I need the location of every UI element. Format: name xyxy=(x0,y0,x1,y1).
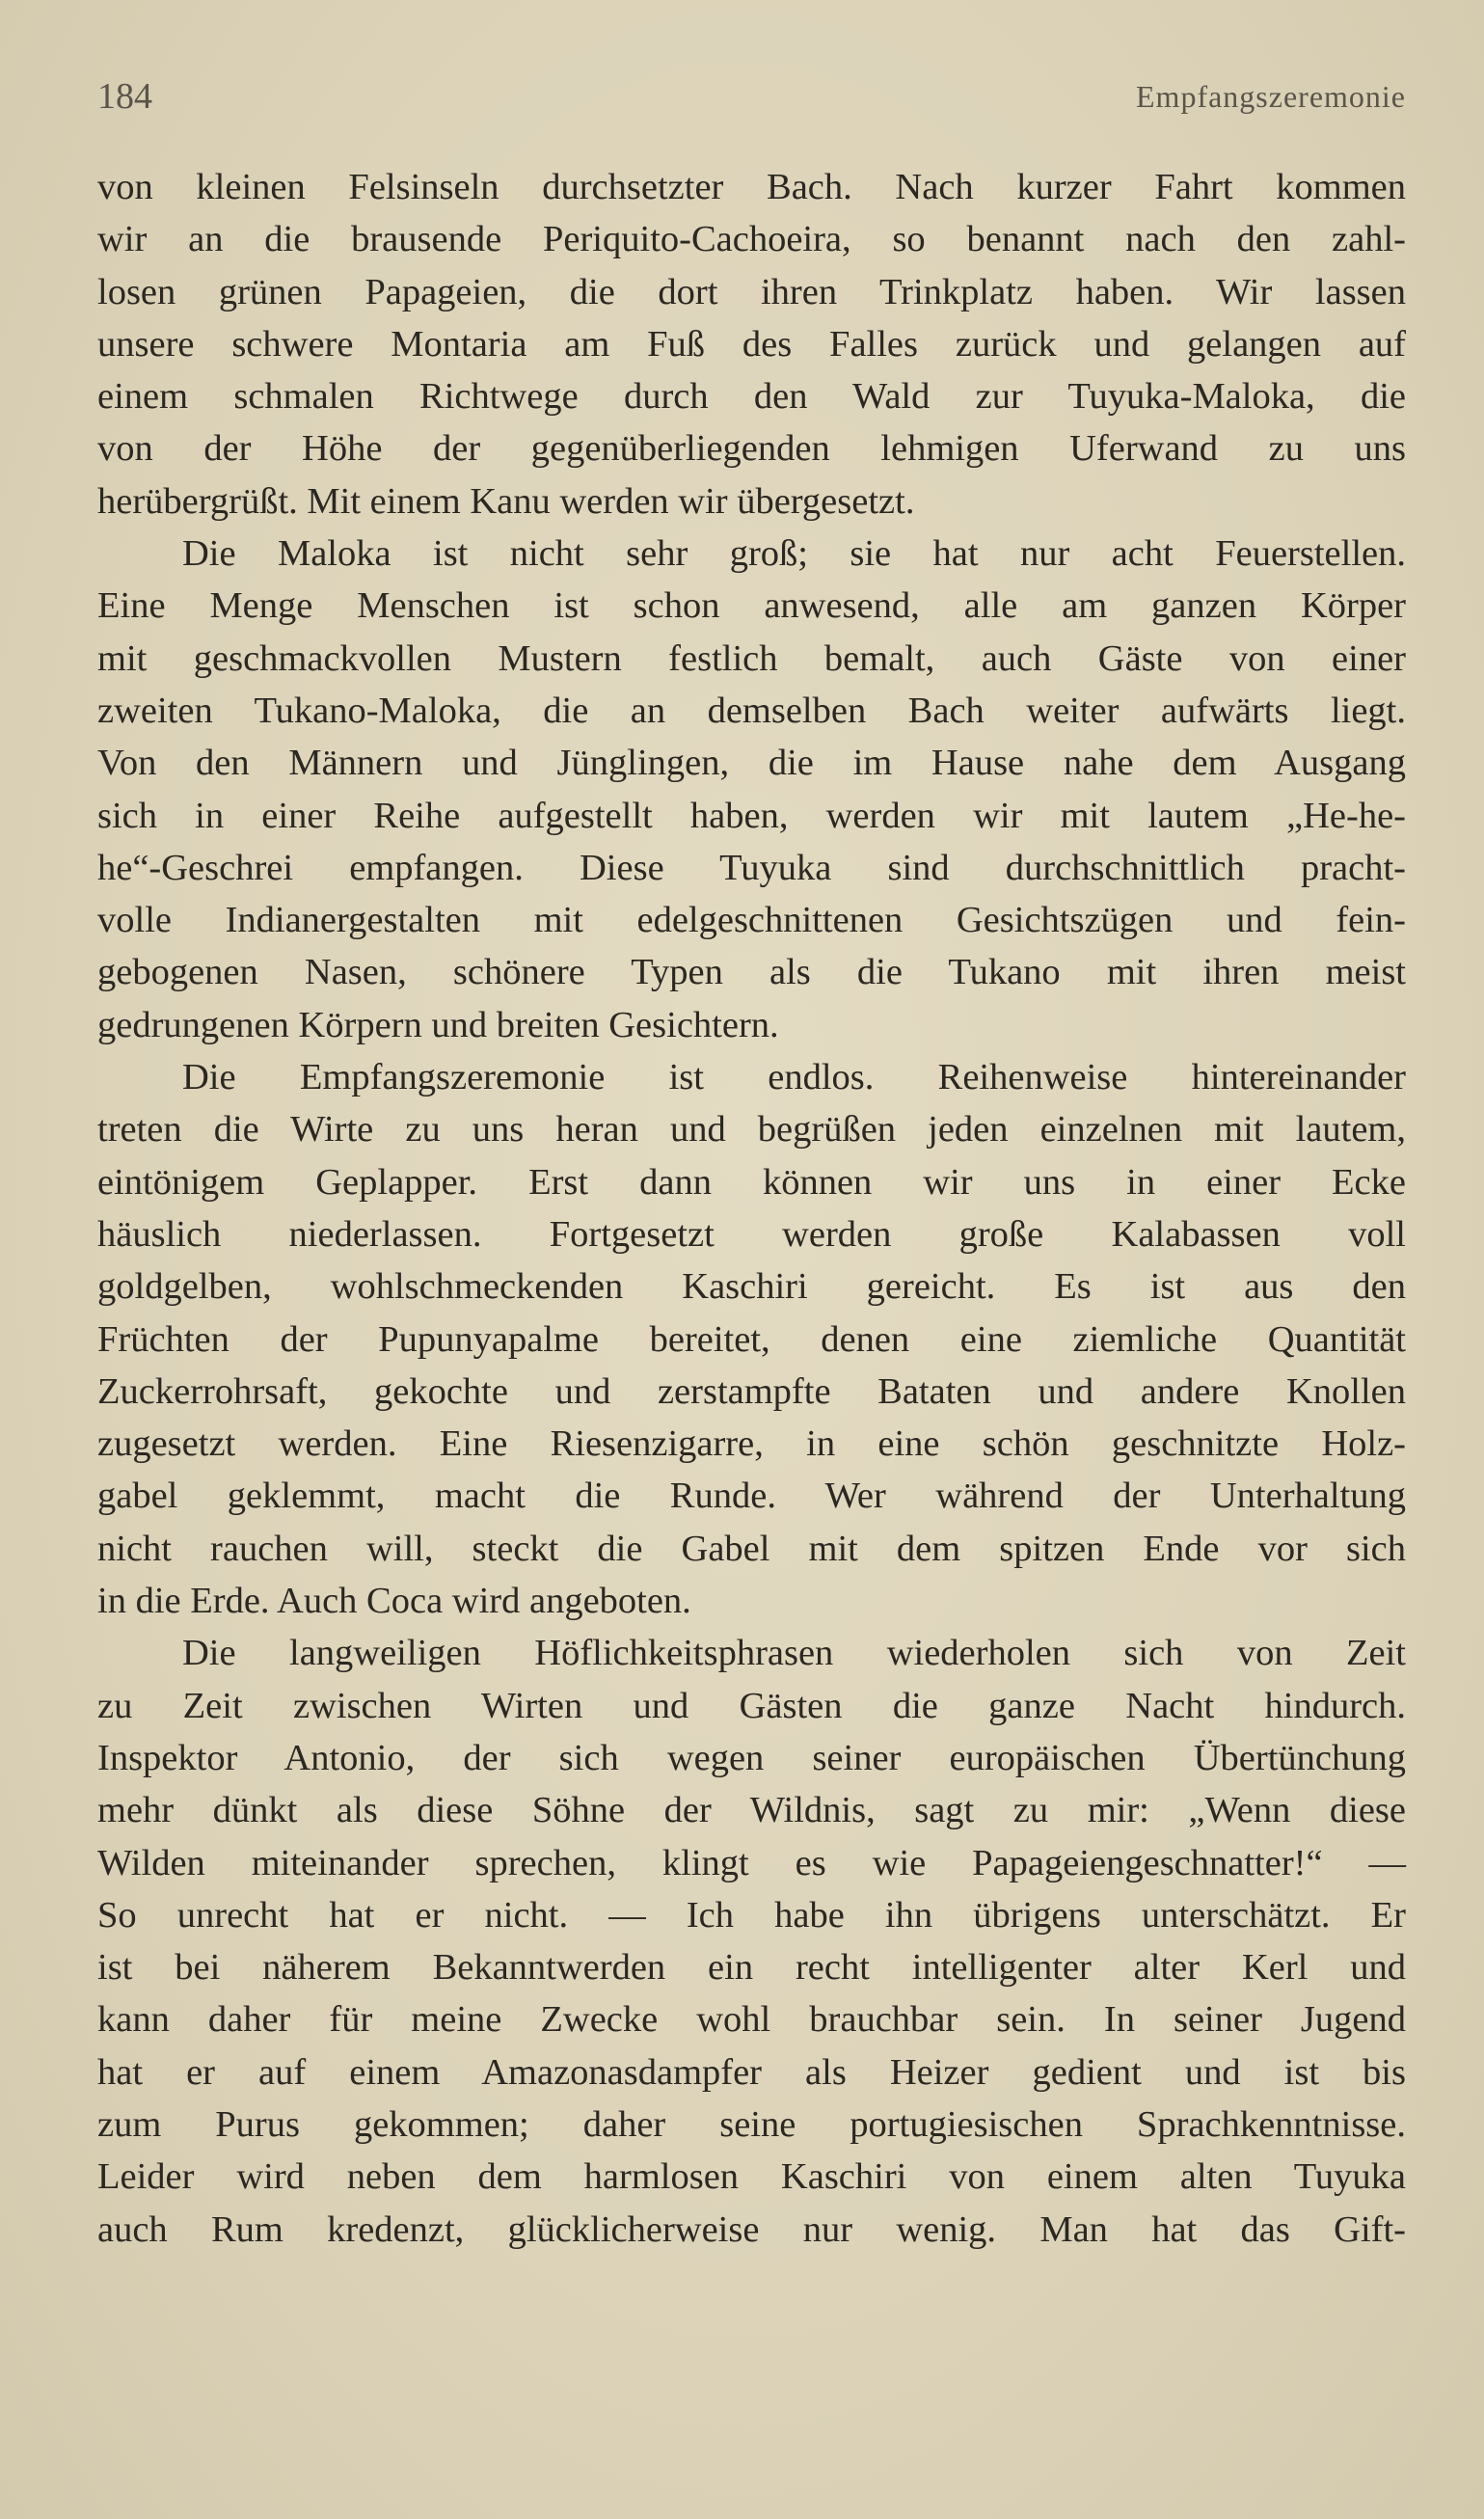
page-number: 184 xyxy=(97,76,152,117)
text-line: wir an die brausende Periquito-Cachoeira, so benannt nach den zahl- xyxy=(97,219,1406,260)
text-line: eintönigem Geplapper. Erst dann können wir uns in einer Ecke xyxy=(97,1161,1406,1203)
text-line: einem schmalen Richtwege durch den Wald zur Tuyuka-Maloka, die xyxy=(97,376,1406,418)
text-line: Von den Männern und Jünglingen, die im Hause nahe dem Ausgang xyxy=(97,743,1406,784)
text-line: Inspektor Antonio, der sich wegen seiner europäischen Übertünchung xyxy=(97,1737,1406,1778)
text-line: volle Indianergestalten mit edelgeschnittenen Gesichtszügen und fein- xyxy=(97,900,1406,941)
text-line: Zuckerrohrsaft, gekochte und zerstampfte Bataten und andere Knollen xyxy=(97,1370,1406,1412)
text-line: in die Erde. Auch Coca wird angeboten. xyxy=(97,1581,691,1622)
text-line: häuslich niederlassen. Fortgesetzt werden große Kalabassen voll xyxy=(97,1213,1406,1255)
text-line: Leider wird neben dem harmlosen Kaschiri von einem alten Tuyuka xyxy=(97,2156,1406,2198)
text-line: Die Maloka ist nicht sehr groß; sie hat nur acht Feuerstellen. xyxy=(182,533,1406,575)
text-line: kann daher für meine Zwecke wohl brauchbar sein. In seiner Jugend xyxy=(97,1999,1406,2041)
paragraph xyxy=(97,1627,1406,2256)
text-line: goldgelben, wohlschmeckenden Kaschiri gereicht. Es ist aus den xyxy=(97,1266,1406,1308)
body-text xyxy=(97,161,1406,2256)
paragraph xyxy=(97,528,1406,1051)
text-line: unsere schwere Montaria am Fuß des Falles zurück und gelangen auf xyxy=(97,323,1406,365)
text-line: sich in einer Reihe aufgestellt haben, werden wir mit lautem „He-he- xyxy=(97,795,1406,836)
text-line: gebogenen Nasen, schönere Typen als die Tukano mit ihren meist xyxy=(97,952,1406,993)
text-line: auch Rum kredenzt, glücklicherweise nur wenig. Man hat das Gift- xyxy=(97,2208,1406,2250)
text-line: So unrecht hat er nicht. — Ich habe ihn übrigens unterschätzt. Er xyxy=(97,1894,1406,1936)
text-line: Eine Menge Menschen ist schon anwesend, alle am ganzen Körper xyxy=(97,585,1406,627)
text-line: ist bei näherem Bekanntwerden ein recht intelligenter alter Kerl und xyxy=(97,1947,1406,1989)
text-line: Wilden miteinander sprechen, klingt es wie Papageiengeschnatter!“ — xyxy=(97,1842,1406,1883)
text-line: zweiten Tukano-Maloka, die an demselben Bach weiter aufwärts liegt. xyxy=(97,690,1406,731)
text-line: zugesetzt werden. Eine Riesenzigarre, in eine schön geschnitzte Holz- xyxy=(97,1423,1406,1465)
text-line: hat er auf einem Amazonasdampfer als Heizer gedient und ist bis xyxy=(97,2051,1406,2093)
text-line: gabel geklemmt, macht die Runde. Wer während der Unterhaltung xyxy=(97,1476,1406,1517)
text-line: Die Empfangszeremonie ist endlos. Reihenweise hintereinander xyxy=(182,1057,1406,1098)
text-line: von kleinen Felsinseln durchsetzter Bach. Nach kurzer Fahrt kommen xyxy=(97,167,1406,207)
text-line: herübergrüßt. Mit einem Kanu werden wir übergesetzt. xyxy=(97,480,915,522)
running-head xyxy=(97,75,1406,123)
text-line: zu Zeit zwischen Wirten und Gästen die ganze Nacht hindurch. xyxy=(97,1685,1406,1726)
text-line: he“-Geschrei empfangen. Diese Tuyuka sind durchschnittlich pracht- xyxy=(97,847,1406,888)
paragraph xyxy=(97,1051,1406,1627)
text-line: von der Höhe der gegenüberliegenden lehmigen Uferwand zu uns xyxy=(97,428,1406,470)
text-line: losen grünen Papageien, die dort ihren Trinkplatz haben. Wir lassen xyxy=(97,271,1406,312)
text-line: nicht rauchen will, steckt die Gabel mit dem spitzen Ende vor sich xyxy=(97,1528,1406,1569)
text-line: Früchten der Pupunyapalme bereitet, denen eine ziemliche Quantität xyxy=(97,1318,1406,1360)
text-line: zum Purus gekommen; daher seine portugiesischen Sprachkenntnisse. xyxy=(97,2103,1406,2145)
running-title: Empfangszeremonie xyxy=(1136,79,1406,114)
text-line: mit geschmackvollen Mustern festlich bemalt, auch Gäste von einer xyxy=(97,637,1406,679)
paragraph xyxy=(97,161,1406,528)
text-line: Die langweiligen Höflichkeitsphrasen wiederholen sich von Zeit xyxy=(182,1633,1406,1674)
text-line: mehr dünkt als diese Söhne der Wildnis, sagt zu mir: „Wenn diese xyxy=(97,1790,1406,1831)
text-line: treten die Wirte zu uns heran und begrüßen jeden einzelnen mit lautem, xyxy=(97,1109,1406,1151)
text-line: gedrungenen Körpern und breiten Gesichtern. xyxy=(97,1004,779,1045)
